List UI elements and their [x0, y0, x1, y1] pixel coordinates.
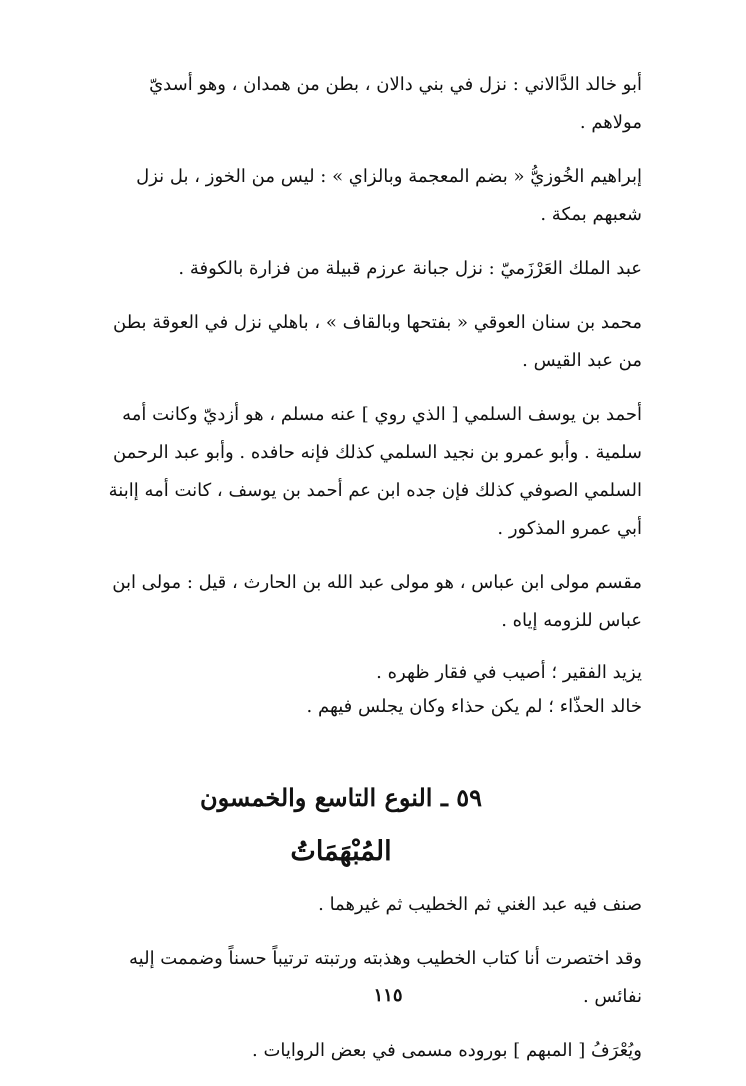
section-heading: ٥٩ ـ النوع التاسع والخمسون: [200, 783, 482, 812]
entry-ibrahim-khuzi: إبراهيم الخُوزيُّ « بضم المعجمة وبالزاي » : ليس من الخوز ، بل نزل شعبهم بمكة .: [136, 166, 642, 225]
section-paragraph-1: صنف فيه عبد الغني ثم الخطيب ثم غيرهما .: [318, 894, 642, 915]
entry-abu-khalid: أبو خالد الدَّالاني : نزل في بني دالان ، بطن من همدان ، وهو أسديّ مولاهم .: [149, 74, 642, 133]
section-paragraph-3: ويُعْرَفُ [ المبهم ] بوروده مسمى في بعض الروايات .: [252, 1040, 642, 1061]
page-content: [96, 66, 676, 1086]
entry-abd-al-malik: عبد الملك العَرْزَميّ : نزل جبانة عرزم قبيلة من فزارة بالكوفة .: [178, 258, 642, 279]
short-entries: [96, 656, 676, 724]
entry-miqsam: مقسم مولى ابن عباس ، هو مولى عبد الله بن الحارث ، قيل : مولى ابن عباس للزومه إياه .: [112, 572, 642, 631]
section-title: المُبْهَمَاتُ: [290, 836, 392, 867]
entry-khalid-hadhdha: خالد الحذّاء ؛ لم يكن حذاء وكان يجلس فيهم .: [306, 696, 642, 717]
entry-muhammad-awqi: محمد بن سنان العوقي « بفتحها وبالقاف » ، باهلي نزل في العوقة بطن من عبد القيس .: [113, 312, 642, 371]
page-number: ١١٥: [373, 985, 403, 1006]
entry-ahmad-sulami: أحمد بن يوسف السلمي [ الذي روي ] عنه مسلم ، هو أزديّ وكانت أمه سلمية . وأبو عمرو بن نجيد السلمي كذلك فإنه حافده . وأبو عبد الرحمن السلمي الصوفي كذلك فإن جده ابن عم أحمد بن يوسف ، كانت أمه إابنة أبي عمرو المذكور .: [108, 404, 642, 539]
entry-yazid-faqir: يزيد الفقير ؛ أصيب في فقار ظهره .: [376, 662, 642, 683]
section-paragraph-2: وقد اختصرت أنا كتاب الخطيب وهذبته ورتبته ترتيباً حسناً وضممت إليه نفائس .: [129, 948, 642, 1007]
